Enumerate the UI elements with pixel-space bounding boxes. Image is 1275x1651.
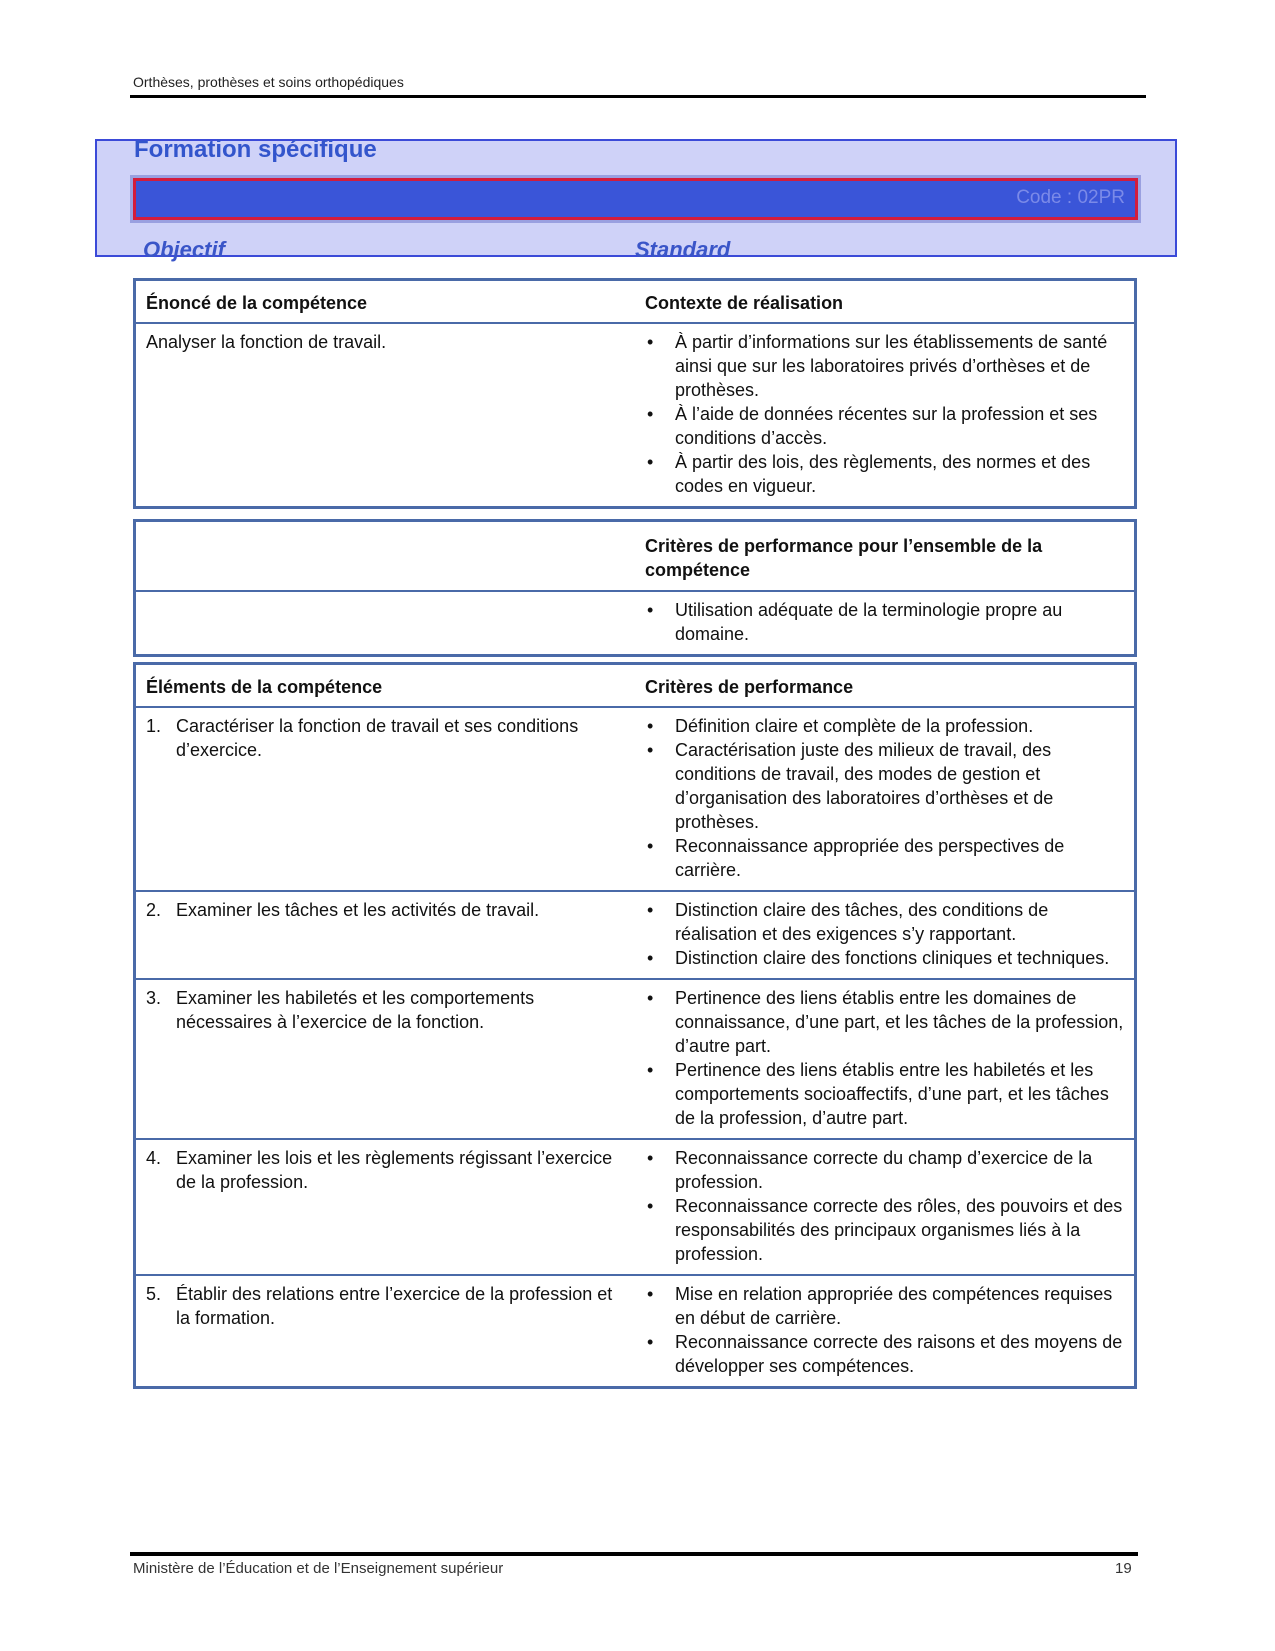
footer-ministry: Ministère de l’Éducation et de l’Enseignement supérieur — [133, 1560, 504, 1577]
elements-table — [133, 662, 1137, 1389]
element-text: Examiner les habiletés et les comportements nécessaires à l’exercice de la fonction. — [176, 988, 535, 1032]
running-header: Orthèses, prothèses et soins orthopédiques — [133, 74, 404, 90]
element-text: Établir des relations entre l’exercice de la profession et la formation. — [176, 1284, 613, 1328]
criteres-ensemble-heading: Critères de performance pour l’ensemble de la compétence — [635, 521, 1136, 592]
table-row — [135, 1139, 1136, 1275]
list-item: • Définition claire et complète de la profession. — [645, 714, 1124, 738]
criteres-list — [645, 714, 1124, 882]
standard-heading: Standard — [635, 237, 731, 262]
list-item: • À partir d’informations sur les établissements de santé ainsi que sur les laboratoires privés d’orthèses et de prothèses. — [645, 330, 1124, 402]
table-row — [135, 891, 1136, 979]
criteres-list — [645, 1146, 1124, 1266]
objectif-heading: Objectif — [143, 237, 225, 262]
criteres-list — [645, 986, 1124, 1130]
criteres-list — [645, 1282, 1124, 1378]
list-item: • Distinction claire des fonctions cliniques et techniques. — [645, 946, 1124, 970]
competency-code: Code : 02PR — [1016, 187, 1125, 208]
criteres-ensemble-list — [645, 598, 1124, 646]
contexte-heading: Contexte de réalisation — [635, 280, 1136, 324]
list-item: • Mise en relation appropriée des compétences requises en début de carrière. — [645, 1282, 1124, 1330]
element-number: 4. — [146, 1148, 162, 1168]
table-row — [135, 979, 1136, 1139]
criteres-heading: Critères de performance — [635, 664, 1136, 708]
element-number: 2. — [146, 900, 162, 920]
enonce-text: Analyser la fonction de travail. — [146, 332, 387, 352]
list-item: • Utilisation adéquate de la terminologie propre au domaine. — [645, 598, 1124, 646]
section-title: Formation spécifique — [134, 136, 377, 163]
table-row — [135, 1275, 1136, 1388]
criteres-list — [645, 898, 1124, 970]
element-text: Caractériser la fonction de travail et ses conditions d’exercice. — [176, 716, 579, 760]
element-text: Examiner les tâches et les activités de travail. — [176, 900, 540, 920]
element-number: 5. — [146, 1284, 162, 1304]
page-number: 19 — [1115, 1560, 1132, 1577]
list-item: • Reconnaissance correcte des raisons et des moyens de développer ses compétences. — [645, 1330, 1124, 1378]
list-item: • Pertinence des liens établis entre les domaines de connaissance, d’une part, et les tâches de la profession, d’autre part. — [645, 986, 1124, 1058]
contexte-list — [645, 330, 1124, 498]
header-rule — [130, 95, 1146, 98]
element-number: 1. — [146, 716, 162, 736]
list-item: • Caractérisation juste des milieux de travail, des conditions de travail, des modes de gestion et d’organisation des laboratoires d’orthèses et de prothèses. — [645, 738, 1124, 834]
element-text: Examiner les lois et les règlements régissant l’exercice de la profession. — [176, 1148, 613, 1192]
criteres-ensemble-table — [133, 519, 1137, 657]
list-item: • Distinction claire des tâches, des conditions de réalisation et des exigences s’y rapportant. — [645, 898, 1124, 946]
code-bar — [133, 178, 1138, 220]
enonce-heading: Énoncé de la compétence — [135, 280, 636, 324]
list-item: • Reconnaissance appropriée des perspectives de carrière. — [645, 834, 1124, 882]
element-number: 3. — [146, 988, 162, 1008]
list-item: • Reconnaissance correcte du champ d’exercice de la profession. — [645, 1146, 1124, 1194]
list-item: • Reconnaissance correcte des rôles, des pouvoirs et des responsabilités des principaux organismes liés à la profession. — [645, 1194, 1124, 1266]
list-item: • À partir des lois, des règlements, des normes et des codes en vigueur. — [645, 450, 1124, 498]
table-row — [135, 707, 1136, 891]
footer-rule — [130, 1552, 1138, 1556]
enonce-table — [133, 278, 1137, 509]
list-item: • À l’aide de données récentes sur la profession et ses conditions d’accès. — [645, 402, 1124, 450]
elements-heading: Éléments de la compétence — [135, 664, 636, 708]
list-item: • Pertinence des liens établis entre les habiletés et les comportements socioaffectifs, d’une part, et les tâches de la profession, d’autre part. — [645, 1058, 1124, 1130]
